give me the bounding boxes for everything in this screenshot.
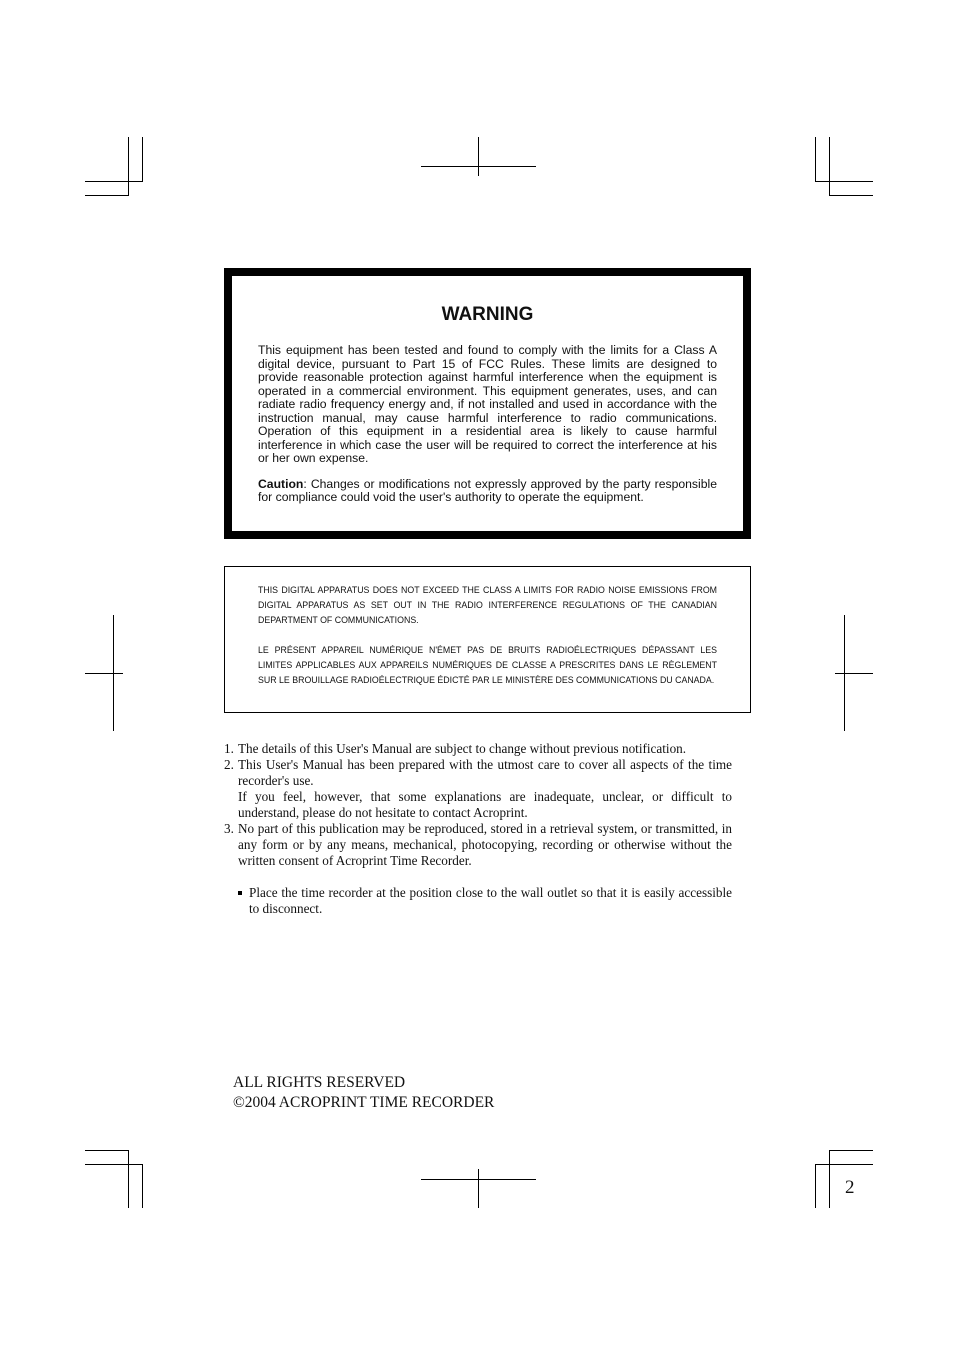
- note-text: This User's Manual has been prepared with the utmost care to cover all aspects of the time recorder's use.: [238, 757, 732, 788]
- note-text: No part of this publication may be reproduced, stored in a retrieval system, or transmitted, in any form or by any means, mechanical, photocopying, recording or otherwise without the written consent of Acroprint Time Recorder.: [238, 821, 732, 868]
- crop-mark: [421, 166, 536, 167]
- copyright-line: ©2004 ACROPRINT TIME RECORDER: [233, 1094, 495, 1111]
- note-item: [224, 741, 732, 757]
- rights-footer: [233, 1073, 494, 1113]
- crop-mark: [128, 137, 129, 196]
- crop-mark: [85, 673, 123, 674]
- crop-mark: [815, 137, 816, 182]
- bullet-note-text: Place the time recorder at the position close to the wall outlet so that it is easily accessible to disconnect.: [249, 885, 732, 916]
- warning-paragraph: This equipment has been tested and found to comply with the limits for a Class A digital device, pursuant to Part 15 of FCC Rules. These limits are designed to provide reasonable protection against harmful interference when the equipment is operated in a commercial environment. This equipment generates, uses, and can radiate radio frequency energy and, if not installed and used in accordance with the instruction manual, may cause harmful interference to radio communications. Operation of this equipment in a residential area is likely to cause harmful interference in which case the user will be required to correct the interference at his or her own expense.: [258, 343, 717, 465]
- crop-mark: [829, 195, 873, 196]
- crop-mark: [85, 1150, 129, 1151]
- note-number: 2.: [224, 757, 234, 772]
- canada-notice-body: [258, 583, 717, 702]
- note-text: The details of this User's Manual are subject to change without previous notification.: [238, 741, 687, 756]
- note-number: 1.: [224, 741, 234, 756]
- caution-label: Caution: [258, 476, 304, 491]
- manual-notes: [224, 741, 732, 930]
- square-bullet-icon: [238, 891, 242, 895]
- crop-mark: [829, 1150, 873, 1151]
- canada-notice-box: [224, 566, 751, 713]
- crop-mark: [85, 1164, 143, 1165]
- crop-mark: [815, 1164, 816, 1208]
- canada-notice-french: LE PRÉSENT APPAREIL NUMÉRIQUE N'ÉMET PAS DE BRUITS RADIOÉLECTRIQUES DÉPASSANT LES LIMITES APPLICABLES AUX APPAREILS NUMÉRIQUES DE CLASSE A PRESCRITES DANS LE RÈGLEMENT SUR LE BROUILLAGE RADIOÉLECTRIQUE ÉDICTÉ PAR LE MINISTÈRE DES COMMUNICATIONS DU CANADA.: [258, 644, 717, 686]
- crop-mark: [142, 137, 143, 182]
- fcc-warning-box: [224, 268, 751, 539]
- note-item: [224, 821, 732, 869]
- page-number: 2: [845, 1177, 855, 1198]
- crop-mark: [85, 181, 143, 182]
- crop-mark: [128, 1150, 129, 1208]
- note-number: 3.: [224, 821, 234, 836]
- note-item: [224, 757, 732, 821]
- crop-mark: [815, 181, 873, 182]
- crop-mark: [421, 1179, 536, 1180]
- caution-text: : Changes or modifications not expressly approved by the party responsible for compliance could void the user's authority to operate the equipment.: [258, 476, 717, 504]
- crop-mark: [85, 195, 129, 196]
- crop-mark: [478, 1169, 479, 1208]
- crop-mark: [829, 137, 830, 196]
- warning-body: [258, 344, 717, 517]
- caution-paragraph: [258, 478, 717, 505]
- warning-title: WARNING: [441, 304, 534, 325]
- crop-mark: [142, 1164, 143, 1208]
- crop-mark: [478, 137, 479, 176]
- note-text: If you feel, however, that some explanations are inadequate, unclear, or difficult to understand, please do not hesitate to contact Acroprint.: [238, 789, 732, 820]
- canada-notice-english: THIS DIGITAL APPARATUS DOES NOT EXCEED THE CLASS A LIMITS FOR RADIO NOISE EMISSIONS FROM DIGITAL APPARATUS AS SET OUT IN THE RADIO INTERFERENCE REGULATIONS OF THE CANADIAN DEPARTMENT OF COMMUNICATIONS.: [258, 585, 717, 626]
- crop-mark: [835, 673, 873, 674]
- bullet-note: [224, 885, 732, 917]
- rights-reserved: ALL RIGHTS RESERVED: [233, 1074, 406, 1091]
- crop-mark: [829, 1150, 830, 1208]
- crop-mark: [815, 1164, 873, 1165]
